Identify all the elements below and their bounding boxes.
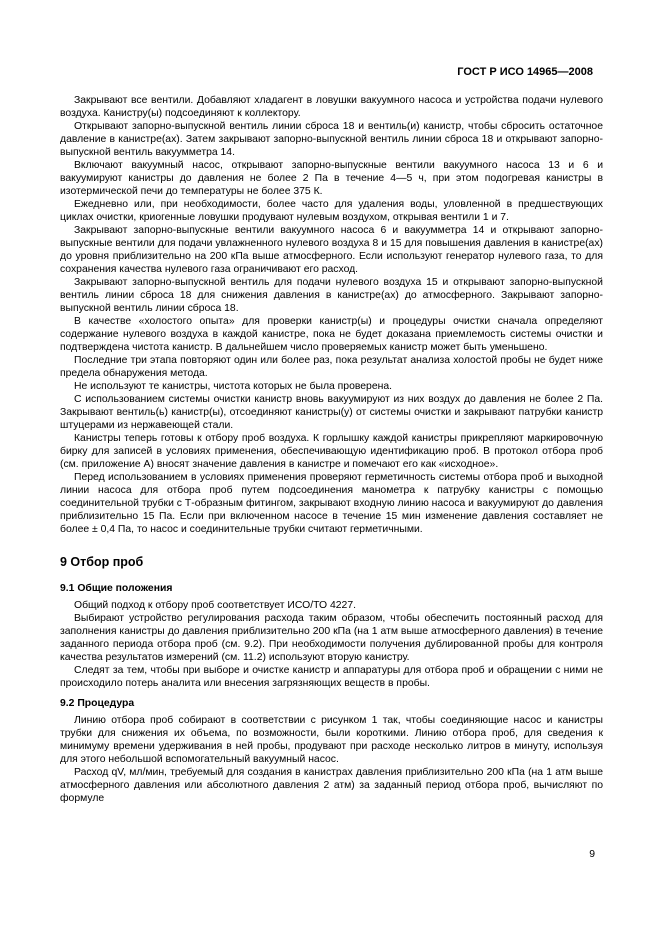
page-content [60,94,603,805]
paragraph: Не используют те канистры, чистота которых не была проверена. [74,381,393,392]
paragraph: Выбирают устройство регулирования расхода таким образом, чтобы обеспечить постоянный расход для заполнения канистры до давления приблизительно 200 кПа (на 1 атм выше атмосферного давления) в течение заданного периода отбора проб (см. 9.2). При необходимости получения дублированной пробы для контроля качества результатов измерений (см. 11.2) используют вторую канистру. [60,613,603,663]
paragraph: Канистры теперь готовы к отбору проб воздуха. К горлышку каждой канистры прикрепляют маркировочную бирку для записей в условиях применения, обеспечивающую идентификацию проб. В протокол отбора проб (см. приложение А) вносят значение давления в канистре и помечают его как «исходное». [60,433,603,470]
paragraph: Открывают запорно-выпускной вентиль линии сброса 18 и вентиль(и) канистр, чтобы сбросить остаточное давление в канистре(ах). Затем закрывают запорно-выпускной вентиль линии сброса 18 и открывают запорно-выпускной вентиль вакуумметра 14. [60,121,603,158]
page-number: 9 [589,849,595,860]
paragraph: Последние три этапа повторяют один или более раз, пока результат анализа холостой пробы не будет ниже предела обнаружения метода. [60,355,603,379]
document-header: ГОСТ Р ИСО 14965—2008 [457,66,593,78]
paragraph: Следят за тем, чтобы при выборе и очистке канистр и аппаратуры для отбора проб и обращении с ними не происходило потерь аналита или внесения загрязняющих веществ в пробы. [60,665,603,689]
paragraph: Включают вакуумный насос, открывают запорно-выпускные вентили вакуумного насоса 13 и 6 и вакуумируют канистры до давления не более 2 Па в течение 4—5 ч, при этом подогревая канистры в изотермической печи до температуры не более 375 К. [60,160,603,197]
subsection-heading: 9.2 Процедура [60,698,135,709]
paragraph: Закрывают все вентили. Добавляют хладагент в ловушки вакуумного насоса и устройства подачи нулевого воздуха. Канистру(ы) подсоединяют к коллектору. [60,95,603,119]
subsection-heading: 9.1 Общие положения [60,583,173,594]
paragraph: Перед использованием в условиях применения проверяют герметичность системы отбора проб и выходной линии насоса для отбора проб путем подсоединения манометра к патрубку канистры с помощью соединительной трубки с Т-образным фитингом, закрывают входную линию насоса и вакуумируют до давления приблизительно 15 Па. Если при включенном насосе в течение 15 мин изменение давления составляет не более ± 0,4 Па, то насос и соединительные трубки считают герметичными. [60,472,603,535]
paragraph: В качестве «холостого опыта» для проверки канистр(ы) и процедуры очистки сначала определяют содержание нулевого воздуха в каждой канистре, пока не будет доказана приемлемость системы очистки и подтверждена чистота канистр. В дальнейшем число проверяемых канистр может быть уменьшено. [60,316,603,353]
paragraph: Расход qV, мл/мин, требуемый для создания в канистрах давления приблизительно 200 кПа (на 1 атм выше атмосферного давления или абсолютного давления 2 атм) за заданный период отбора проб, вычисляют по формуле [60,767,603,804]
paragraph: Ежедневно или, при необходимости, более часто для удаления воды, уловленной в предшествующих циклах очистки, криогенные ловушки продувают нулевым воздухом, открывая вентили 1 и 7. [60,199,603,223]
paragraph: Закрывают запорно-выпускной вентиль для подачи нулевого воздуха 15 и открывают запорно-выпускной вентиль линии сброса 18 для снижения давления в канистре(ах) до атмосферного. Закрывают запорно-выпускной вентиль линии сброса 18. [60,277,603,314]
paragraph: С использованием системы очистки канистр вновь вакуумируют из них воздух до давления не более 2 Па. Закрывают вентиль(ь) канистр(ы), отсоединяют канистры(у) от системы очистки и закрывают патрубки канистр штуцерами из нержавеющей стали. [60,394,603,431]
paragraph: Общий подход к отбору проб соответствует ИСО/ТО 4227. [74,600,356,611]
paragraph: Линию отбора проб собирают в соответствии с рисунком 1 так, чтобы соединяющие насос и канистры трубки для снижения их объема, по возможности, были короткими. Линию отбора проб, для сведения к минимуму времени удерживания в ней пробы, продувают при расходе несколько литров в минуту, используя для этого небольшой вспомогательный вакуумный насос. [60,715,603,765]
paragraph: Закрывают запорно-выпускные вентили вакуумного насоса 6 и вакуумметра 14 и открывают запорно-выпускные вентили для подачи увлажненного нулевого воздуха 8 и 15 для повышения давления в канистре(ах) до уровня приблизительно на 200 кПа выше атмосферного. Если используют генератор нулевого газа, то для сохранения качества нулевого газа ограничивают его расход. [60,225,603,275]
section-heading: 9 Отбор проб [60,555,144,569]
